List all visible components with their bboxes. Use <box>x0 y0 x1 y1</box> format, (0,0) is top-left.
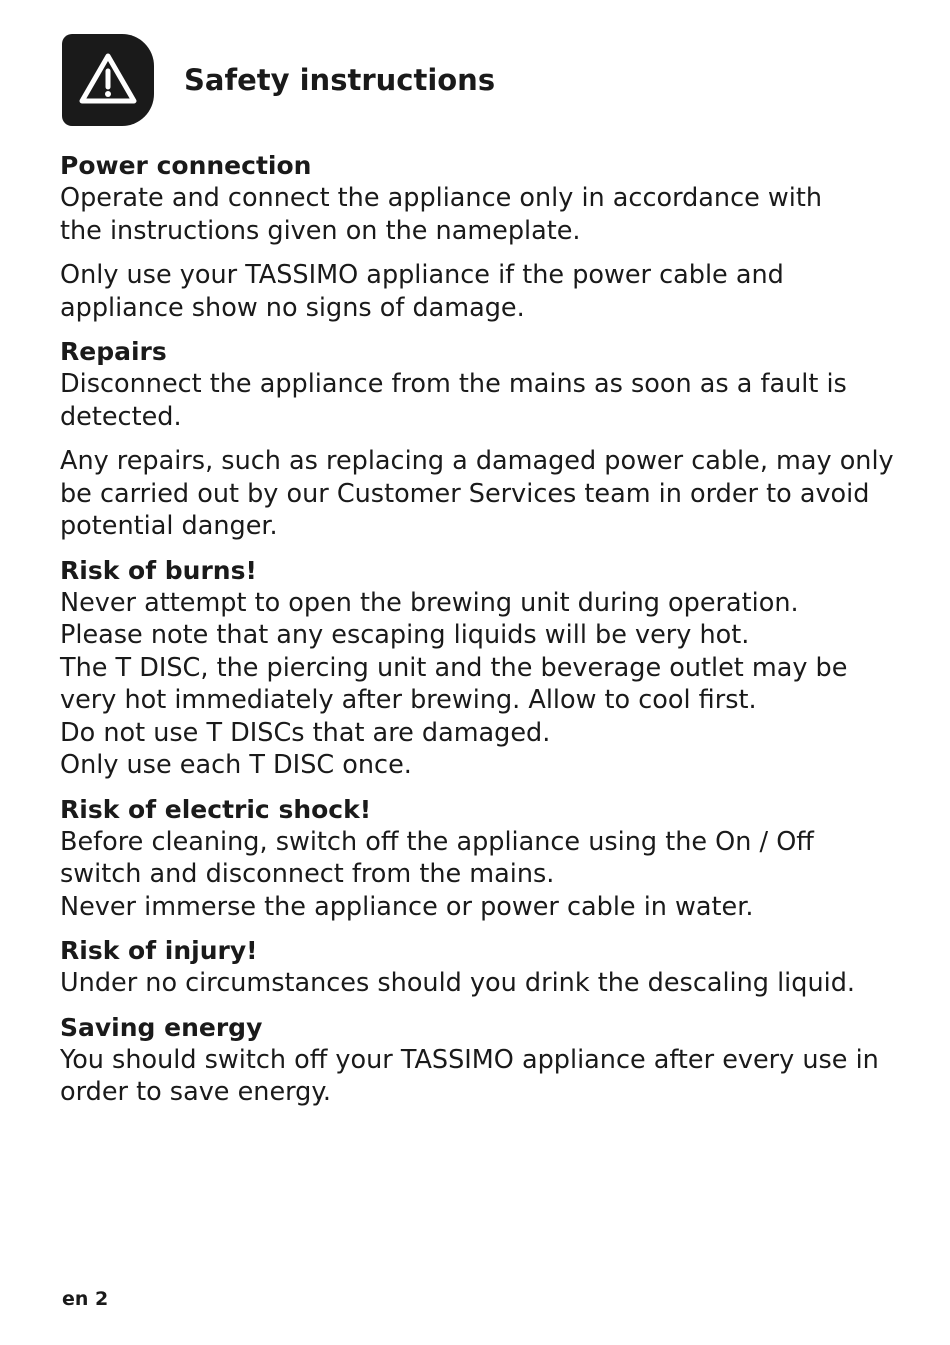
warning-triangle-icon <box>62 34 154 126</box>
section-heading: Risk of burns! <box>60 555 257 585</box>
text-line: detected. <box>60 401 182 432</box>
text-line: Under no circumstances should you drink the descaling liquid. <box>60 968 855 998</box>
text-line: Never attempt to open the brewing unit during operation. <box>60 587 799 618</box>
section-risk-of-electric-shock <box>60 794 900 924</box>
paragraph <box>60 826 900 924</box>
text-line: the instructions given on the nameplate. <box>60 215 581 246</box>
text-line: Operate and connect the appliance only in accordance with <box>60 183 822 213</box>
paragraph <box>60 368 900 433</box>
section-risk-of-burns <box>60 555 900 782</box>
paragraph <box>60 1044 900 1109</box>
text-line: The T DISC, the piercing unit and the beverage outlet may be <box>60 652 848 683</box>
section-power-connection <box>60 150 900 324</box>
text-line: order to save energy. <box>60 1077 331 1107</box>
warning-exclamation-dot <box>105 91 111 97</box>
section-heading: Repairs <box>60 337 167 366</box>
text-line: Do not use T DISCs that are damaged. <box>60 717 551 748</box>
text-line: Any repairs, such as replacing a damaged power cable, may only <box>60 446 894 476</box>
text-line: very hot immediately after brewing. Allow to cool first. <box>60 685 757 715</box>
safety-content <box>60 150 900 1109</box>
text-line: appliance show no signs of damage. <box>60 292 525 323</box>
text-line: Only use your TASSIMO appliance if the power cable and <box>60 260 784 290</box>
section-heading: Risk of electric shock! <box>60 794 372 824</box>
section-repairs <box>60 336 900 543</box>
text-line: Only use each T DISC once. <box>60 750 412 780</box>
section-risk-of-injury <box>60 935 900 1000</box>
paragraph <box>60 259 900 324</box>
section-heading: Risk of injury! <box>60 936 258 965</box>
section-heading: Power connection <box>60 151 312 180</box>
section-saving-energy <box>60 1012 900 1109</box>
page-header <box>62 34 662 128</box>
text-line: Never immerse the appliance or power cable in water. <box>60 891 754 922</box>
page-number: en 2 <box>62 1288 109 1310</box>
text-line: potential danger. <box>60 511 278 541</box>
text-line: Disconnect the appliance from the mains as soon as a fault is <box>60 369 847 399</box>
page-title: Safety instructions <box>184 63 496 97</box>
text-line: switch and disconnect from the mains. <box>60 859 555 889</box>
text-line: be carried out by our Customer Services team in order to avoid <box>60 478 870 509</box>
section-heading: Saving energy <box>60 1012 263 1042</box>
paragraph <box>60 587 900 782</box>
paragraph <box>60 445 900 543</box>
paragraph <box>60 182 900 247</box>
paragraph <box>60 967 900 1000</box>
text-line: You should switch off your TASSIMO appliance after every use in <box>60 1044 879 1075</box>
text-line: Please note that any escaping liquids will be very hot. <box>60 620 750 650</box>
text-line: Before cleaning, switch off the appliance using the On / Off <box>60 826 814 857</box>
